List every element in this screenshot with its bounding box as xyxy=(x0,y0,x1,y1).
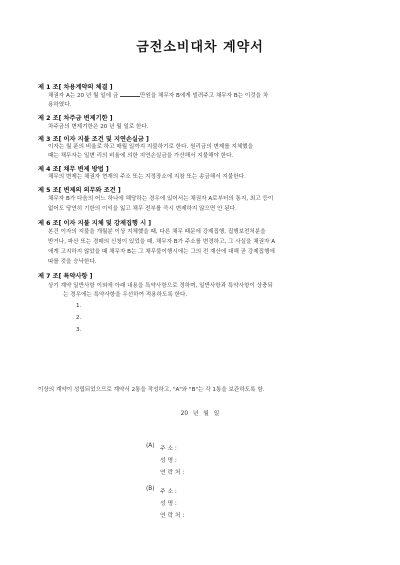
article-5-line-2: 없어도 당연히 기한의 이익을 잃고 채무 전부를 즉시 변제하지 않으면 안 된다. xyxy=(48,206,237,212)
article-4-line-1: 채무의 변제는 채권자 현재의 주소 또는 지정장소에 지참 또는 송금해서 지불한다. xyxy=(48,174,246,180)
article-2-line-1: 차주금의 변제기한은 20 년 월 일로 한다. xyxy=(48,124,149,130)
special-term-3: 3. xyxy=(76,327,82,333)
party-a-name: 성 명 : xyxy=(160,458,177,464)
article-6-line-1: 본건 이자의 지불을 개월분 이상 지체했을 때, 다른 채무 때문에 강제집행, 집행보전처분을 xyxy=(48,229,266,235)
article-4-heading: 제 4 조[ 채무 변제 방법 ] xyxy=(38,166,109,173)
article-5-line-1: 채무자 B가 다음의 어느 하나에 해당하는 경우에 있어서는 채권자 A로부터의 통지, 최고 등이 xyxy=(48,196,274,202)
special-term-1: 1. xyxy=(76,303,82,309)
article-3-line-1: 이자는 월 푼의 비율로 하고 매월 일까지 지불하기로 한다. 원리금의 변제를 지체했을 xyxy=(48,144,254,150)
closing-statement: 이상의 계약이 성립되었으므로 계약서 2통을 작성하고, "A"와 "B"는 각 1통을 보관하도록 함. xyxy=(38,387,265,393)
article-1-text-b: 만원을 채무자 B에게 빌려주고 채무자 B는 이것을 차 xyxy=(140,93,269,99)
article-2-heading: 제 2 조[ 차주금 변제기한 ] xyxy=(38,115,113,122)
article-6-line-2: 받거나, 파산 또는 경매의 신청이 있었을 때, 채무자 B가 주소를 변경하고, 그 사실을 채권자 A xyxy=(48,239,276,245)
party-b-label: (B) xyxy=(146,486,155,492)
article-7-heading: 제 7 조[ 특약사항 ] xyxy=(38,273,93,280)
article-6-heading: 제 6 조[ 이자 지불 지체 및 강제집행 시 ] xyxy=(38,220,152,227)
party-b-address: 주 소 : xyxy=(160,489,177,495)
article-6-line-3: 에게 고지하지 않았을 때 채무자 B는 그 채무불이행시에는 그의 전 재산에 대해 곧 강제집행에 xyxy=(48,249,275,255)
article-1-line-1 xyxy=(48,91,368,100)
article-3-heading: 제 3 조[ 이자 지불 조건 및 지연손실금 ] xyxy=(38,136,149,143)
article-3-line-2: 때는 채무자는 일변 리의 비율에 의한 지연손실금을 가산해서 지불해야 한다. xyxy=(48,153,234,159)
article-5-heading: 제 5 조[ 변제의 의무와 조건 ] xyxy=(38,187,121,194)
contract-date: 20 년 월 일 xyxy=(180,411,220,417)
party-a-label: (A) xyxy=(146,443,155,449)
amount-blank xyxy=(120,91,140,97)
party-b-contact: 연 락 처 : xyxy=(160,513,185,519)
article-1-text-a: 채권자 A는 20 년 월 일에 금 xyxy=(48,93,119,99)
party-b-name: 성 명 : xyxy=(160,501,177,507)
document-title: 금전소비대차 계약서 xyxy=(136,40,264,55)
article-1-line-2: 용하였다. xyxy=(48,102,72,108)
article-6-line-4: 따를 것을 승낙한다. xyxy=(48,259,97,265)
special-term-2: 2. xyxy=(76,315,82,321)
party-a-contact: 연 락 처 : xyxy=(160,470,185,476)
article-7-line-1: 상기 계약 일반사항 이외에 아래 내용을 특약사항으로 정하며, 일반사항과 특약사항이 상충되 xyxy=(48,283,273,289)
party-a-address: 주 소 : xyxy=(160,446,177,452)
article-1-heading: 제 1 조[ 차용계약의 체결 ] xyxy=(38,84,113,91)
article-7-line-2: 는 경우에는 특약사항을 우선하여 적용하도록 한다. xyxy=(63,292,188,298)
